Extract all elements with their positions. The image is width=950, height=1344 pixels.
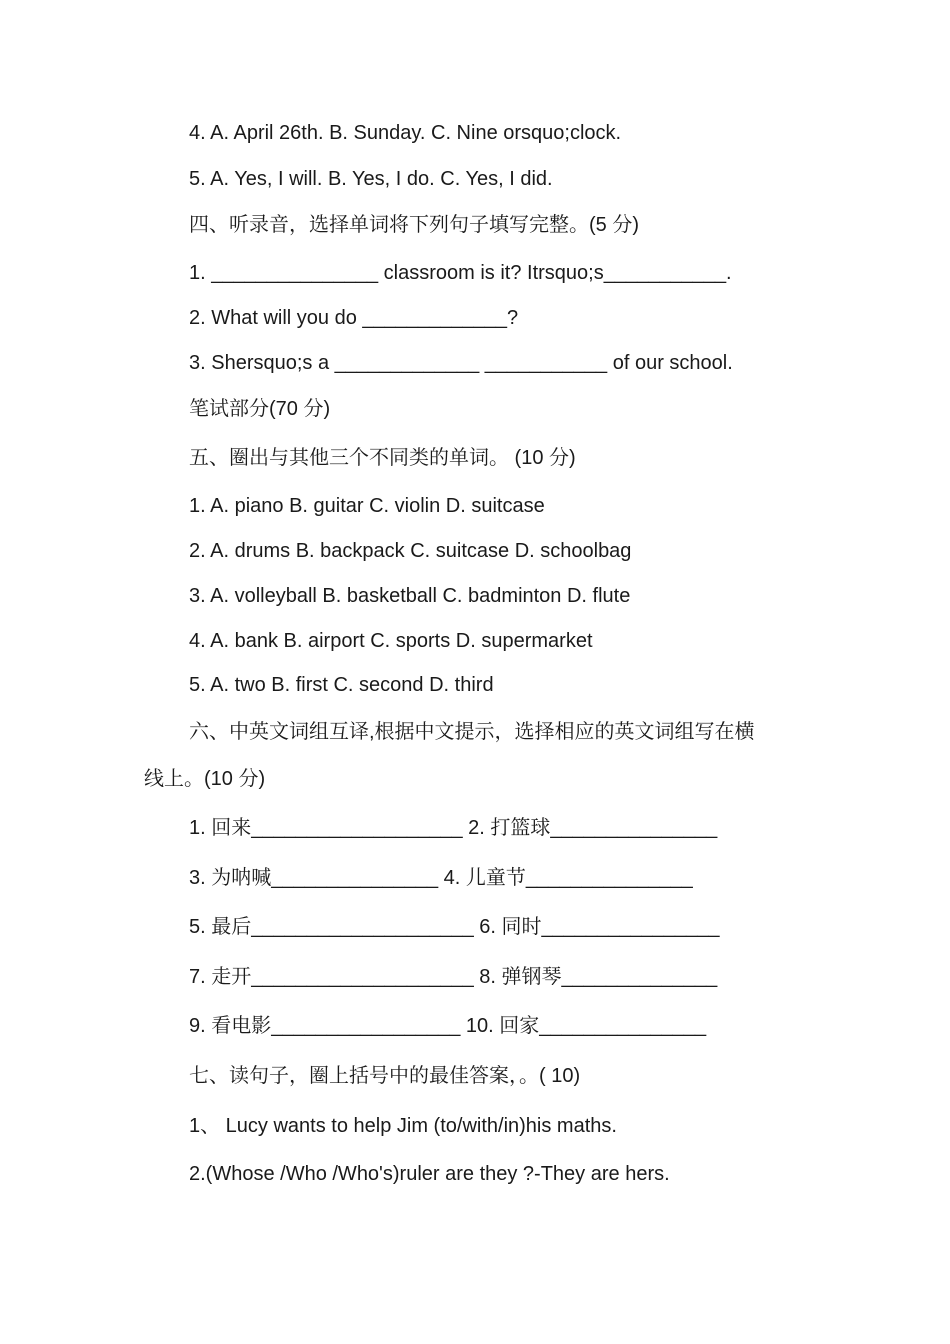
section-7-item-2: 2.(Whose /Who /Who's)ruler are they ?-They are hers. bbox=[189, 1163, 670, 1185]
section-5-heading: 五、圈出与其他三个不同类的单词。 (10 分) bbox=[189, 447, 576, 469]
section-6-item-row-4: 7. 走开____________________ 8. 弹钢琴______________ bbox=[189, 966, 718, 988]
section-6-heading-line-2: 线上。(10 分) bbox=[144, 768, 266, 790]
section-4-heading: 四、听录音，选择单词将下列句子填写完整。(5 分) bbox=[189, 214, 639, 236]
section-6-heading-line-1: 六、中英文词组互译,根据中文提示，选择相应的英文词组写在横 bbox=[189, 721, 755, 743]
section-5-item-3: 3. A. volleyball B. basketball C. badminton D. flute bbox=[189, 585, 631, 607]
listening-item-4: 4. A. April 26th. B. Sunday. C. Nine orsquo;clock. bbox=[189, 122, 622, 144]
section-5-item-5: 5. A. two B. first C. second D. third bbox=[189, 674, 494, 696]
section-4-item-1: 1. _______________ classroom is it? Itrsquo;s___________. bbox=[189, 262, 732, 284]
section-7-heading: 七、读句子，圈上括号中的最佳答案，。( 10) bbox=[189, 1065, 581, 1087]
section-6-item-row-2: 3. 为呐喊_______________ 4. 儿童节_______________ bbox=[189, 867, 693, 889]
written-part-heading: 笔试部分(70 分) bbox=[189, 398, 331, 420]
section-7-item-1: 1、 Lucy wants to help Jim (to/with/in)his maths. bbox=[189, 1115, 617, 1137]
section-6-item-row-3: 5. 最后____________________ 6. 同时________________ bbox=[189, 916, 720, 938]
section-5-item-4: 4. A. bank B. airport C. sports D. supermarket bbox=[189, 630, 593, 652]
section-6-item-row-1: 1. 回来___________________ 2. 打篮球_______________ bbox=[189, 817, 718, 839]
section-5-item-2: 2. A. drums B. backpack C. suitcase D. schoolbag bbox=[189, 540, 632, 562]
listening-item-5: 5. A. Yes, I will. B. Yes, I do. C. Yes, I did. bbox=[189, 168, 553, 190]
section-4-item-3: 3. Shersquo;s a _____________ ___________ of our school. bbox=[189, 352, 733, 374]
section-4-item-2: 2. What will you do _____________? bbox=[189, 307, 519, 329]
section-6-item-row-5: 9. 看电影_________________ 10. 回家_______________ bbox=[189, 1015, 707, 1037]
section-5-item-1: 1. A. piano B. guitar C. violin D. suitcase bbox=[189, 495, 545, 517]
